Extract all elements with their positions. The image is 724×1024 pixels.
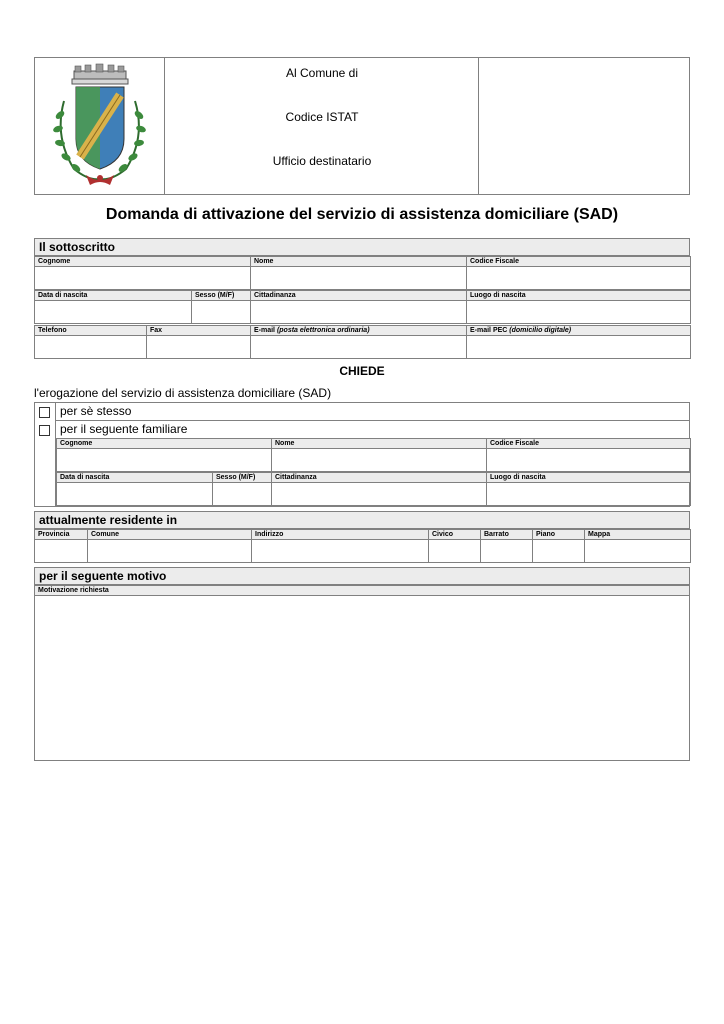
sesso-field[interactable]	[192, 301, 251, 324]
option-family-label: per il seguente familiare	[60, 422, 188, 436]
familiare-luogo-nascita-label: Luogo di nascita	[487, 473, 691, 483]
fax-label: Fax	[147, 326, 251, 336]
page-title: Domanda di attivazione del servizio di assistenza domiciliare (SAD)	[105, 206, 619, 223]
coat-of-arms-icon	[34, 57, 165, 195]
motivo-label: Motivazione richiesta	[34, 585, 690, 596]
familiare-cognome-field[interactable]	[57, 449, 272, 472]
logo-cell	[34, 57, 165, 195]
mappa-label: Mappa	[585, 530, 691, 540]
familiare-nome-field[interactable]	[272, 449, 487, 472]
protocol-cell[interactable]	[479, 57, 690, 195]
residenza-table	[34, 529, 691, 563]
header-middle-cell	[165, 57, 479, 195]
nome-label: Nome	[251, 257, 467, 267]
barrato-label: Barrato	[481, 530, 533, 540]
cognome-field[interactable]	[35, 267, 251, 290]
email-label	[251, 326, 467, 336]
chiede-text: l'erogazione del servizio di assistenza domiciliare (SAD)	[34, 386, 332, 400]
sottoscritto-table-row3	[34, 325, 691, 359]
residenza-heading: attualmente residente in	[34, 511, 690, 529]
familiare-cittadinanza-label: Cittadinanza	[272, 473, 487, 483]
pec-label	[467, 326, 691, 336]
familiare-table-row2	[56, 472, 691, 506]
telefono-field[interactable]	[35, 336, 147, 359]
sottoscritto-table	[34, 256, 691, 290]
email-label-prefix: E-mail	[254, 327, 277, 334]
familiare-sesso-field[interactable]	[213, 483, 272, 506]
cittadinanza-label: Cittadinanza	[251, 291, 467, 301]
codice-fiscale-field[interactable]	[467, 267, 691, 290]
telefono-label: Telefono	[35, 326, 147, 336]
codice-fiscale-label: Codice Fiscale	[467, 257, 691, 267]
email-field[interactable]	[251, 336, 467, 359]
indirizzo-field[interactable]	[252, 540, 429, 563]
barrato-field[interactable]	[481, 540, 533, 563]
civico-field[interactable]	[429, 540, 481, 563]
familiare-cittadinanza-field[interactable]	[272, 483, 487, 506]
indirizzo-label: Indirizzo	[252, 530, 429, 540]
option-family-checkbox[interactable]	[39, 425, 50, 436]
sottoscritto-table-row2	[34, 290, 691, 324]
familiare-nome-label: Nome	[272, 439, 487, 449]
comune-label: Comune	[88, 530, 252, 540]
familiare-data-nascita-label: Data di nascita	[57, 473, 213, 483]
familiare-codice-fiscale-field[interactable]	[487, 449, 691, 472]
pec-label-note: (domicilio digitale)	[509, 327, 572, 334]
civico-label: Civico	[429, 530, 481, 540]
luogo-nascita-field[interactable]	[467, 301, 691, 324]
motivo-heading: per il seguente motivo	[34, 567, 690, 585]
provincia-field[interactable]	[35, 540, 88, 563]
mappa-field[interactable]	[585, 540, 691, 563]
fax-field[interactable]	[147, 336, 251, 359]
cognome-label: Cognome	[35, 257, 251, 267]
sesso-label: Sesso (M/F)	[192, 291, 251, 301]
provincia-label: Provincia	[35, 530, 88, 540]
chiede-heading: CHIEDE	[339, 364, 385, 378]
pec-label-prefix: E-mail PEC	[470, 327, 510, 334]
motivo-field[interactable]	[34, 595, 690, 761]
familiare-table	[56, 438, 691, 472]
luogo-nascita-label: Luogo di nascita	[467, 291, 691, 301]
familiare-cognome-label: Cognome	[57, 439, 272, 449]
familiare-luogo-nascita-field[interactable]	[487, 483, 691, 506]
email-label-note: (posta elettronica ordinaria)	[276, 327, 370, 334]
piano-field[interactable]	[533, 540, 585, 563]
option-self-checkbox[interactable]	[39, 407, 50, 418]
nome-field[interactable]	[251, 267, 467, 290]
option-divider	[56, 420, 690, 421]
pec-field[interactable]	[467, 336, 691, 359]
data-nascita-field[interactable]	[35, 301, 192, 324]
ufficio-label: Ufficio destinatario	[272, 154, 372, 168]
piano-label: Piano	[533, 530, 585, 540]
istat-label: Codice ISTAT	[285, 110, 359, 124]
familiare-codice-fiscale-label: Codice Fiscale	[487, 439, 691, 449]
comune-field[interactable]	[88, 540, 252, 563]
familiare-data-nascita-field[interactable]	[57, 483, 213, 506]
familiare-sesso-label: Sesso (M/F)	[213, 473, 272, 483]
option-self-label: per sè stesso	[60, 404, 132, 418]
sottoscritto-heading: Il sottoscritto	[34, 238, 690, 256]
cittadinanza-field[interactable]	[251, 301, 467, 324]
data-nascita-label: Data di nascita	[35, 291, 192, 301]
comune-label: Al Comune di	[285, 66, 359, 80]
